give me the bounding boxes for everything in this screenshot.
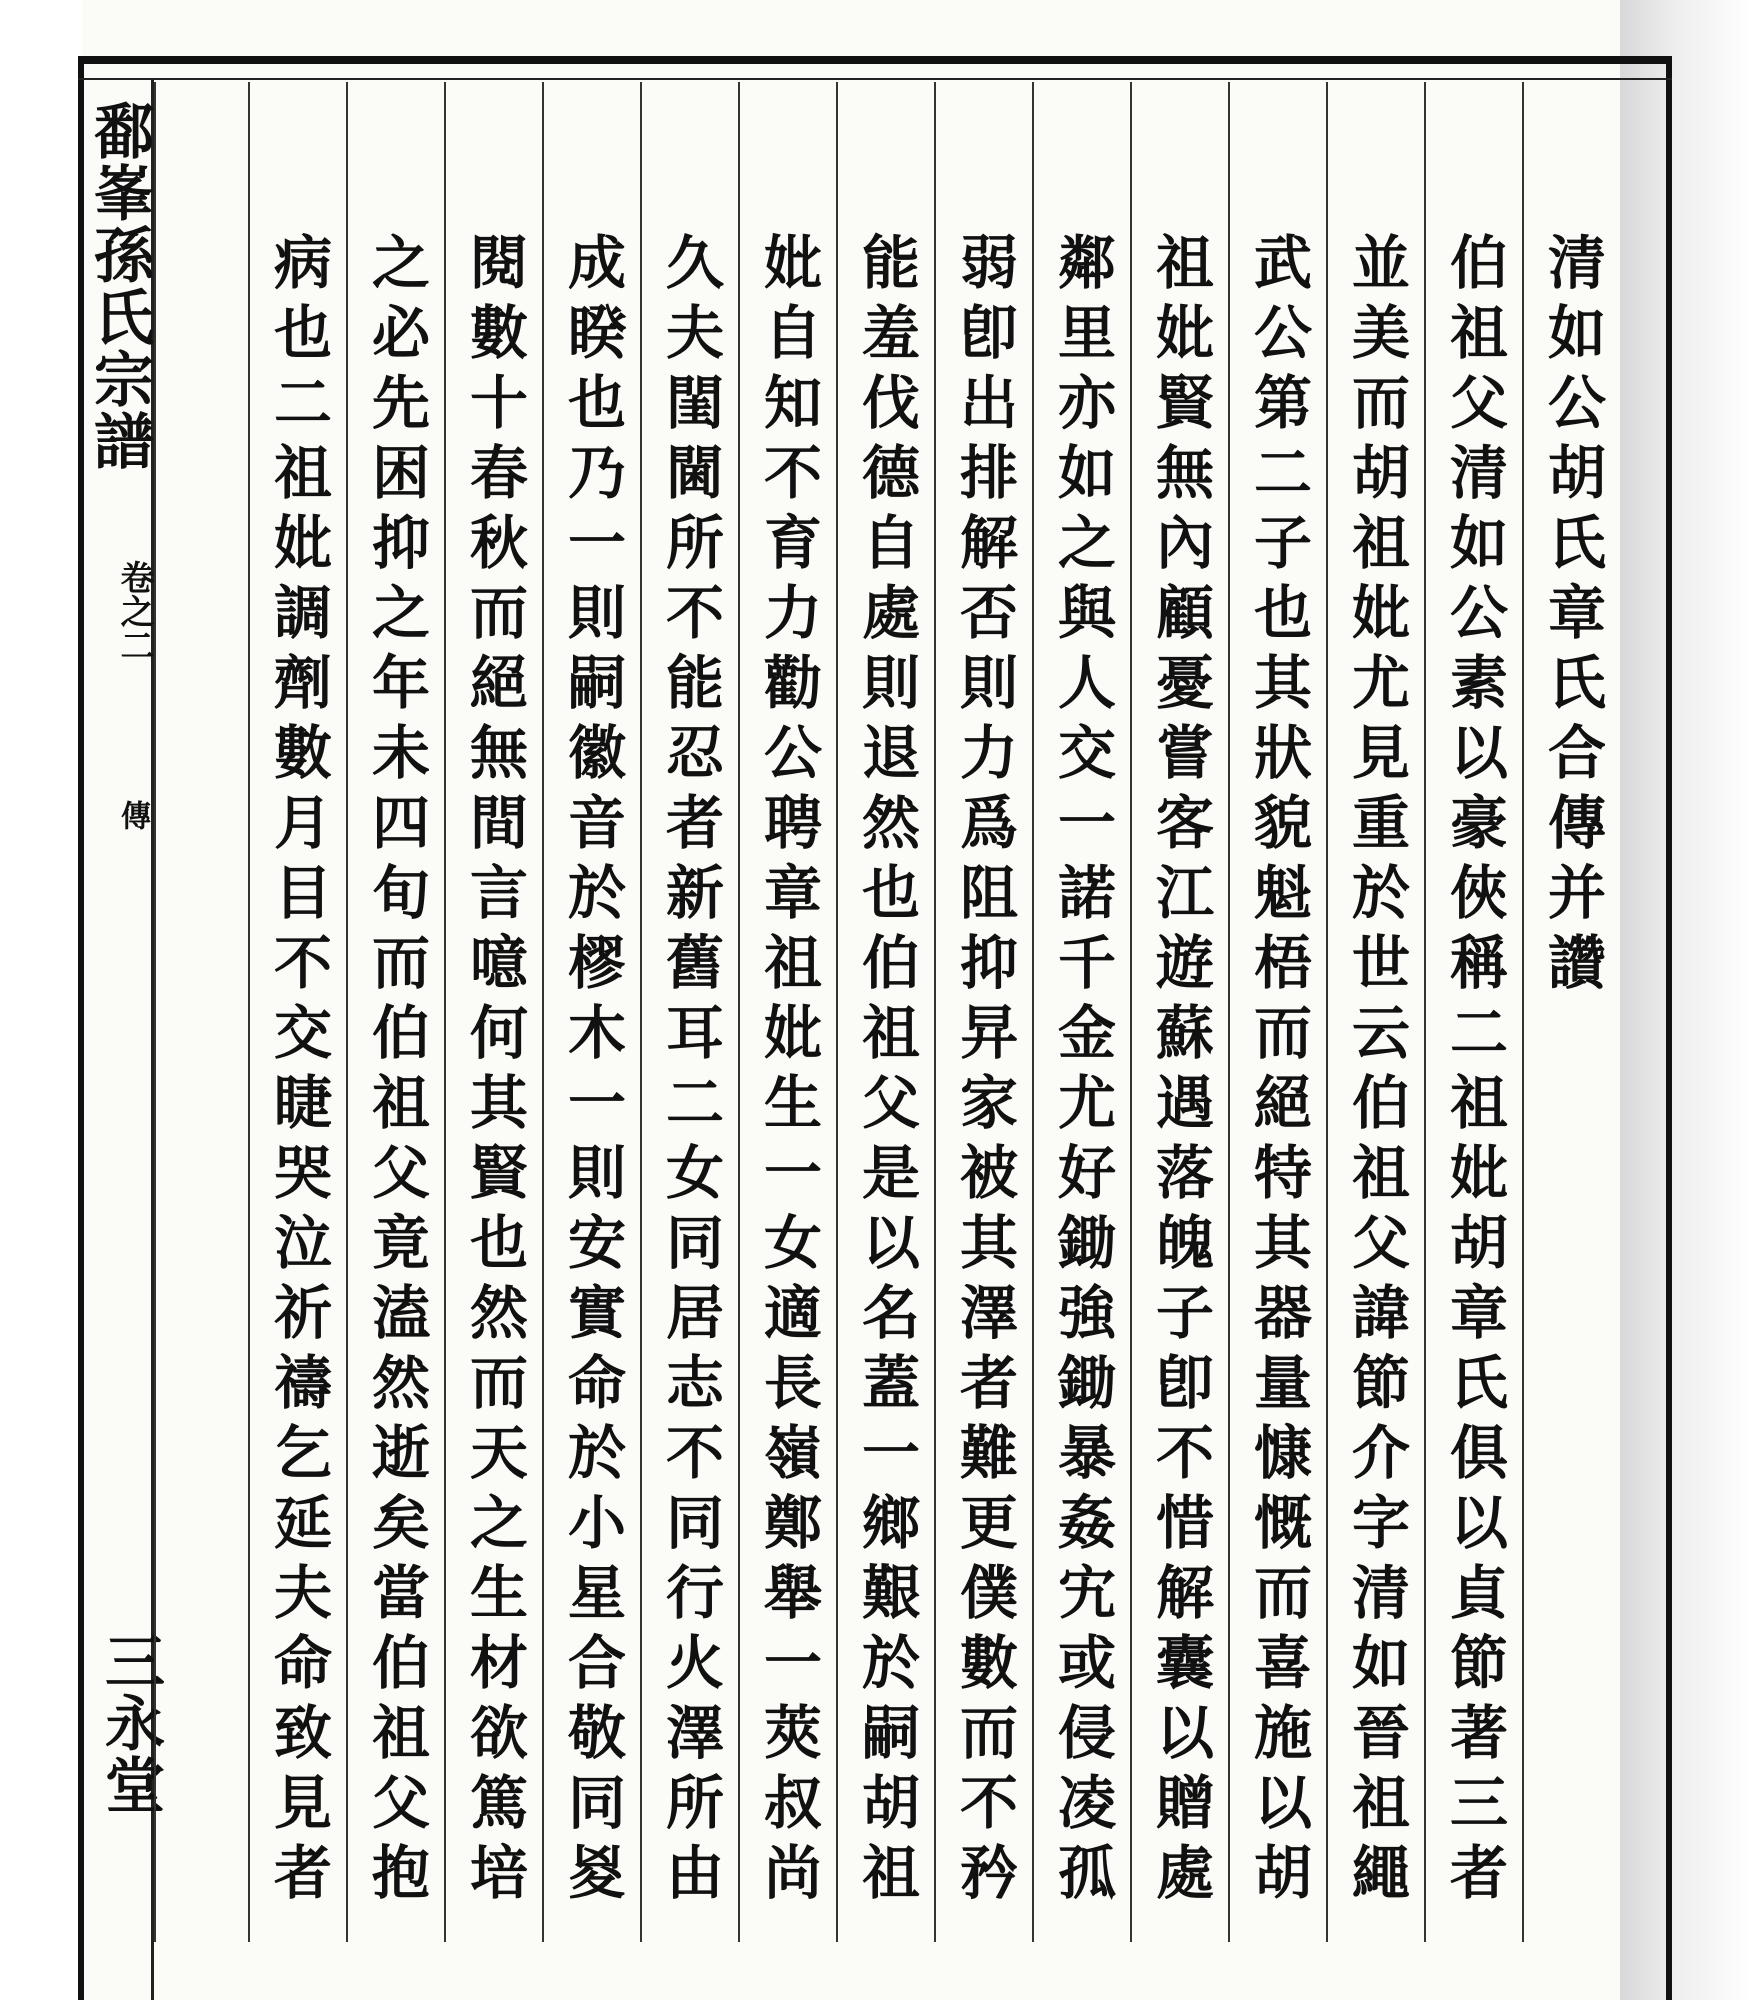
text-column-10 [640,82,738,1942]
text-column-13 [346,82,444,1942]
text-column-6 [1032,82,1130,1942]
column-text: 閱數十春秋而絕無間言噫何其賢也然而天之生材欲篤培 [460,232,528,1912]
text-column-8 [836,82,934,1942]
text-column-2 [1424,82,1522,1942]
text-column-3 [1326,82,1424,1942]
column-text: 成睽也乃一則嗣徽音於樛木一則安實命於小星合敬同㚇 [558,232,626,1912]
column-text: 久夫閨閫所不能忍者新舊耳二女同居志不同行火澤所由 [656,232,724,1912]
text-column-1 [1522,82,1620,1942]
hall-name: 三永堂 [95,1630,165,1816]
column-text: 伯祖父清如公素以豪俠稱二祖妣胡章氏俱以貞節著三者 [1440,232,1508,1912]
text-column-11 [542,82,640,1942]
text-column-14 [248,82,346,1942]
column-text: 能羞伐德自處則退然也伯祖父是以名蓋一鄉艱於嗣胡祖 [852,232,920,1912]
blank-column [154,82,248,1942]
column-text: 武公第二子也其狀貌魁梧而絕特其器量慷慨而喜施以胡 [1244,232,1312,1912]
scan-margin-left [0,0,82,2000]
frame-top-rule [78,78,1672,80]
column-text: 並美而胡祖妣尤見重於世云伯祖父諱節介字清如晉祖繩 [1342,232,1410,1912]
column-text: 之必先困抑之年未四旬而伯祖父竟溘然逝矣當伯祖父抱 [362,232,430,1912]
text-column-12 [444,82,542,1942]
text-column-9 [738,82,836,1942]
column-heading: 清如公胡氏章氏合傳并讚 [1538,232,1606,1002]
text-column-4 [1228,82,1326,1942]
text-column-5 [1130,82,1228,1942]
column-text: 鄰里亦如之與人交一諾千金尤好鋤強鋤暴姦宄或侵凌孤 [1048,232,1116,1912]
column-text: 祖妣賢無內顧憂嘗客江遊蘇遇落魄子卽不惜解囊以贈處 [1146,232,1214,1912]
section-label: 傳 [115,800,150,830]
text-column-7 [934,82,1032,1942]
column-text: 病也二祖妣調劑數月目不交睫哭泣祈禱乞延夫命致見者 [264,232,332,1912]
column-text: 弱卽出排解否則力爲阻抑㫒家被其澤者難更僕數而不矜 [950,232,1018,1912]
column-text: 妣自知不育力勸公聘章祖妣生一女適長嶺鄭舉一莢叔尚 [754,232,822,1912]
genealogy-title: 鄱峯孫氏宗譜 [84,100,154,472]
volume-label: 卷之二 [114,560,154,662]
